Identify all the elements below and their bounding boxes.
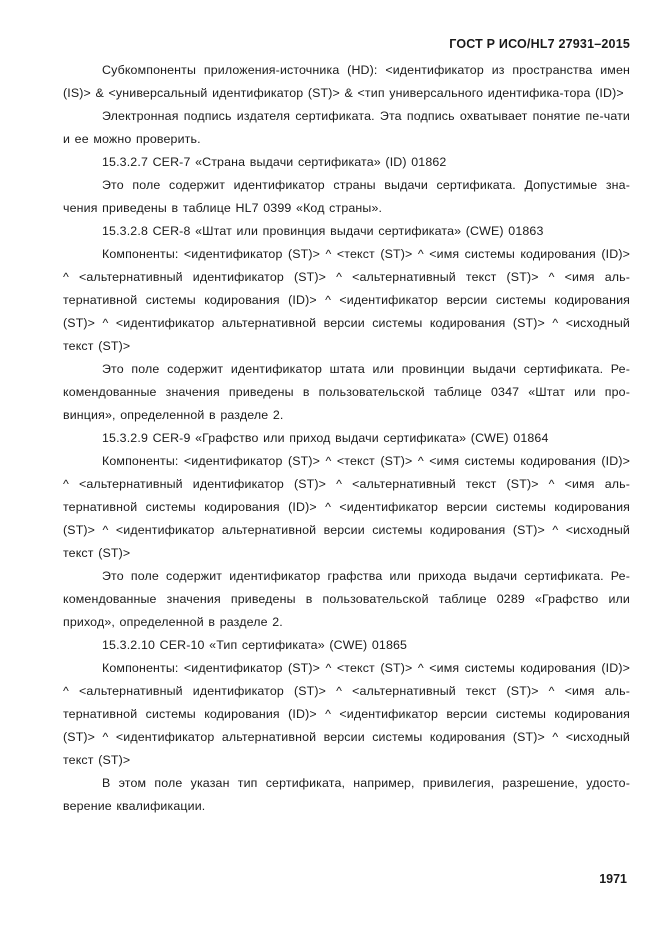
paragraph-signature: Электронная подпись издателя сертификата. Эта подпись охватывает понятие пе-чати и ее можно проверить. [63,109,630,146]
paragraph-cer9-description: Это поле содержит идентификатор графства или прихода выдачи сертификата. Ре-комендованные значения приведены в пользовательской таблице 0289 «Графство или приход», определенной в разделе 2. [63,569,630,629]
paragraph-cer9-components: Компоненты: <идентификатор (ST)> ^ <текст (ST)> ^ <имя системы кодирования (ID)> ^ <альтернативный идентификатор (ST)> ^ <альтернативный текст (ST)> ^ <имя аль-тернативной системы кодирования (ID)> ^ <идентификатор версии системы кодирования (ST)> ^ <идентификатор альтернативной версии системы кодирования (ST)> ^ <исходный текст (ST)> [63,454,630,560]
document-body [63,59,630,818]
section-heading-cer9: 15.3.2.9 CER-9 «Графство или приход выдачи сертификата» (CWE) 01864 [102,431,549,445]
paragraph-cer8-components: Компоненты: <идентификатор (ST)> ^ <текст (ST)> ^ <имя системы кодирования (ID)> ^ <альтернативный идентификатор (ST)> ^ <альтернативный текст (ST)> ^ <имя аль-тернативной системы кодирования (ID)> ^ <идентификатор версии системы кодирования (ST)> ^ <идентификатор альтернативной версии системы кодирования (ST)> ^ <исходный текст (ST)> [63,247,630,353]
section-heading-cer10: 15.3.2.10 CER-10 «Тип сертификата» (CWE) 01865 [102,638,408,652]
paragraph-cer10-description: В этом поле указан тип сертификата, например, привилегия, разрешение, удосто-верение квалификации. [63,776,630,813]
section-heading-cer8: 15.3.2.8 CER-8 «Штат или провинция выдачи сертификата» (CWE) 01863 [102,224,544,238]
paragraph-cer10-components: Компоненты: <идентификатор (ST)> ^ <текст (ST)> ^ <имя системы кодирования (ID)> ^ <альтернативный идентификатор (ST)> ^ <альтернативный текст (ST)> ^ <имя аль-тернативной системы кодирования (ID)> ^ <идентификатор версии системы кодирования (ST)> ^ <идентификатор альтернативной версии системы кодирования (ST)> ^ <исходный текст (ST)> [63,661,630,767]
document-header: ГОСТ Р ИСО/HL7 27931–2015 [449,37,630,51]
page-number: 1971 [599,872,627,886]
section-heading-cer7: 15.3.2.7 CER-7 «Страна выдачи сертификата» (ID) 01862 [102,155,447,169]
paragraph-cer8-description: Это поле содержит идентификатор штата или провинции выдачи сертификата. Ре-комендованные значения приведены в пользовательской таблице 0347 «Штат или про-винция», определенной в разделе 2. [63,362,630,422]
paragraph-cer7-description: Это поле содержит идентификатор страны выдачи сертификата. Допустимые зна-чения приведены в таблице HL7 0399 «Код страны». [63,178,630,215]
paragraph-hd-subcomponents: Субкомпоненты приложения-источника (HD): <идентификатор из пространства имен (IS)> & <универсальный идентификатор (ST)> & <тип универсального идентифика-тора (ID)> [63,63,630,100]
